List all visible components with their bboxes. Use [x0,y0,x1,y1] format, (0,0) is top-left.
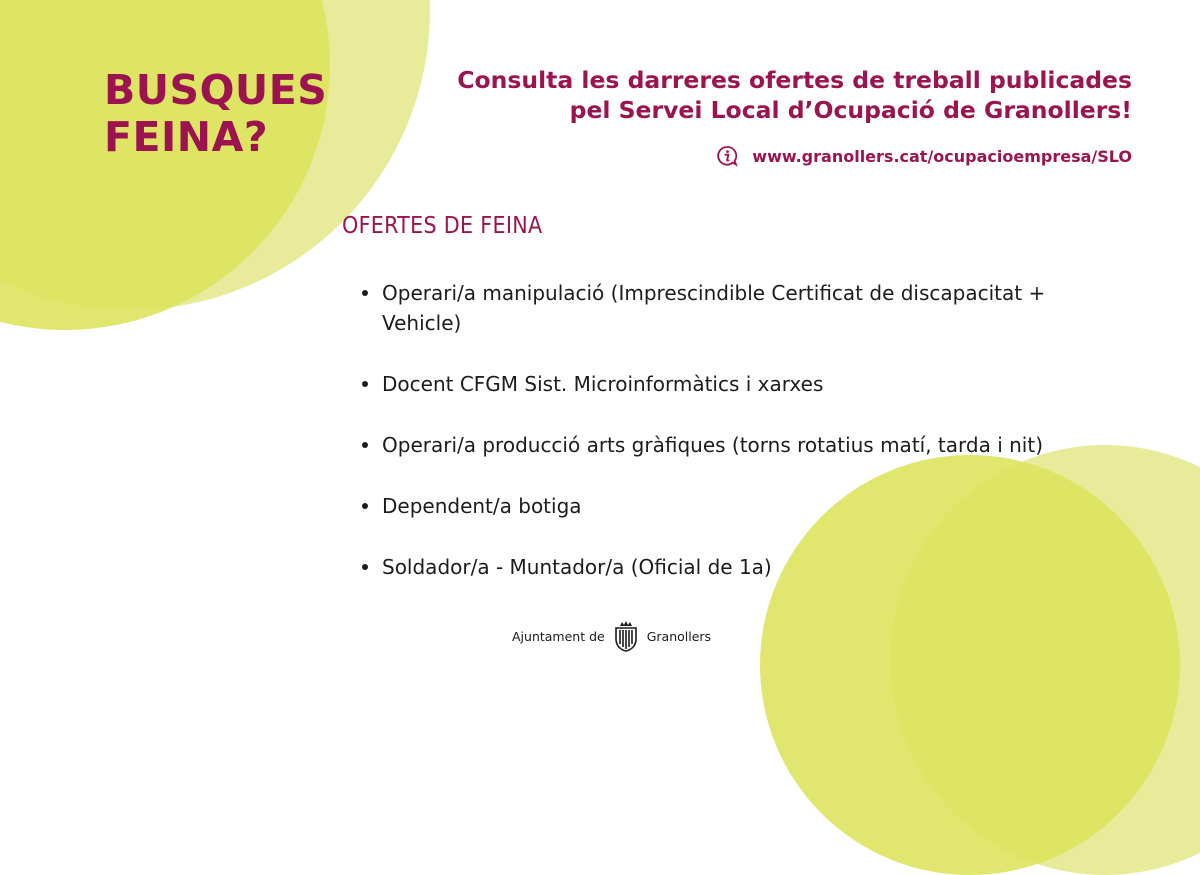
subtitle-line-2: pel Servei Local d’Ocupació de Granollers! [569,96,1132,124]
headline-line-2: FEINA? [104,113,269,161]
footer-logo [512,620,711,652]
decor-circle-top [0,0,330,330]
offer-item [342,278,1102,338]
bullet-icon [362,503,368,509]
section-title: OFERTES DE FEINA [342,213,543,239]
bullet-icon [362,564,368,570]
info-icon [716,145,738,167]
footer-text-left: Ajuntament de [512,628,605,644]
offer-item [342,552,1102,582]
offer-item [342,491,1102,521]
offer-text: Docent CFGM Sist. Microinformàtics i xarxes [382,372,824,396]
headline [104,67,327,161]
subtitle-line-1: Consulta les darreres ofertes de treball publicades [457,66,1132,94]
offer-item [342,369,1102,399]
website-link[interactable]: www.granollers.cat/ocupacioempresa/SLO [752,146,1132,166]
footer-text-right: Granollers [646,628,712,644]
offer-text: Soldador/a - Muntador/a (Oficial de 1a) [382,555,772,579]
bullet-icon [362,290,368,296]
offer-text: Operari/a manipulació (Imprescindible Certificat de discapacitat + Vehicle) [382,281,1046,335]
info-row [716,145,1132,167]
bullet-icon [362,442,368,448]
offer-item [342,430,1102,460]
offer-text: Dependent/a botiga [382,494,582,518]
coat-of-arms-icon [611,620,641,652]
bullet-icon [362,381,368,387]
offer-text: Operari/a producció arts gràfiques (torns rotatius matí, tarda i nit) [382,433,1043,457]
subtitle [457,65,1132,125]
offers-list [342,278,1102,613]
headline-line-1: BUSQUES [104,66,328,114]
